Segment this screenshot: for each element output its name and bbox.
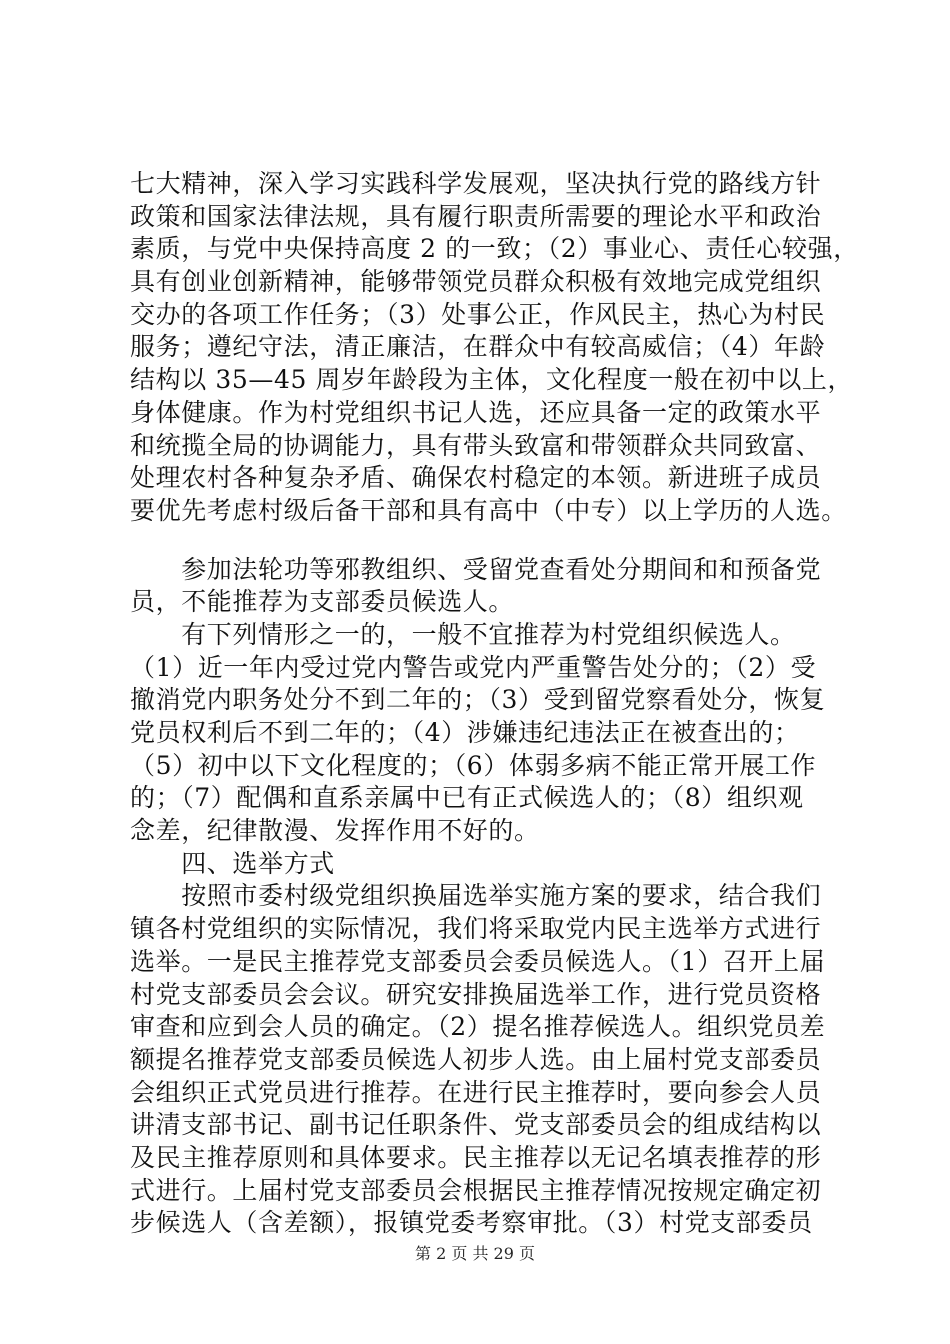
text-line: 会组织正式党员进行推荐。在进行民主推荐时，要向参会人员 — [130, 1077, 822, 1107]
paragraph-gap — [130, 528, 830, 554]
text-line: 政策和国家法律法规，具有履行职责所需要的理论水平和政治 — [130, 201, 822, 231]
text-line: 有下列情形之一的，一般不宜推荐为村党组织候选人。 — [130, 619, 796, 649]
text-line: 审查和应到会人员的确定。（2）提名推荐候选人。组织党员差 — [130, 1012, 826, 1042]
paragraph-block-election-method — [130, 554, 830, 1240]
text-line: 身体健康。作为村党组织书记人选，还应具备一定的政策水平 — [130, 397, 822, 427]
text-line: 镇各村党组织的实际情况，我们将采取党内民主选举方式进行 — [130, 914, 822, 944]
document-body — [130, 168, 859, 1240]
text-line: （5）初中以下文化程度的；（6）体弱多病不能正常开展工作 — [130, 750, 817, 780]
text-line: 服务；遵纪守法，清正廉洁，在群众中有较高威信；（4）年龄 — [130, 332, 826, 362]
text-line: 党员权利后不到二年的；（4）涉嫌违纪违法正在被查出的； — [130, 718, 800, 747]
text-line: 处理农村各种复杂矛盾、确保农村稳定的本领。新进班子成员 — [130, 463, 822, 493]
text-line: （1）近一年内受过党内警告或党内严重警告处分的；（2）受 — [130, 652, 817, 682]
text-line: 讲清支部书记、副书记任职条件、党支部委员会的组成结构以 — [130, 1110, 822, 1140]
text-line: 七大精神，深入学习实践科学发展观，坚决执行党的路线方针 — [130, 169, 822, 198]
text-line: 员，不能推荐为支部委员候选人。 — [130, 587, 515, 617]
text-line: 和统揽全局的协调能力，具有带头致富和带领群众共同致富、 — [130, 430, 822, 460]
text-line: 交办的各项工作任务；（3）处事公正，作风民主，热心为村民 — [130, 299, 826, 329]
text-line: 的；（7）配偶和直系亲属中已有正式候选人的；（8）组织观 — [130, 783, 804, 813]
paragraph-block-candidate-requirements — [130, 168, 859, 528]
text-line: 撤消党内职务处分不到二年的；（3）受到留党察看处分，恢复 — [130, 685, 826, 715]
text-line: 四、选举方式 — [130, 848, 335, 878]
text-line: 要优先考虑村级后备干部和具有高中（中专）以上学历的人选。 — [130, 495, 847, 525]
text-line: 素质，与党中央保持高度 2 的一致；（2）事业心、责任心较强， — [130, 234, 859, 264]
text-line: 村党支部委员会会议。研究安排换届选举工作，进行党员资格 — [130, 979, 822, 1009]
text-line: 参加法轮功等邪教组织、受留党查看处分期间和和预备党 — [130, 554, 822, 584]
text-line: 结构以 35—45 周岁年龄段为主体，文化程度一般在初中以上， — [130, 365, 854, 395]
text-line: 额提名推荐党支部委员候选人初步人选。由上届村党支部委员 — [130, 1044, 822, 1074]
text-line: 式进行。上届村党支部委员会根据民主推荐情况按规定确定初 — [130, 1175, 822, 1205]
text-line: 选举。一是民主推荐党支部委员会委员候选人。（1）召开上届 — [130, 946, 826, 976]
text-line: 按照市委村级党组织换届选举实施方案的要求，结合我们 — [130, 881, 822, 911]
page-footer: 第 2 页 共 29 页 — [415, 1244, 535, 1263]
text-line: 具有创业创新精神，能够带领党员群众积极有效地完成党组织 — [130, 267, 822, 297]
text-line: 及民主推荐原则和具体要求。民主推荐以无记名填表推荐的形 — [130, 1142, 822, 1172]
text-line: 念差，纪律散漫、发挥作用不好的。 — [130, 816, 540, 846]
text-line: 步候选人（含差额），报镇党委考察审批。（3）村党支部委员 — [130, 1208, 813, 1238]
